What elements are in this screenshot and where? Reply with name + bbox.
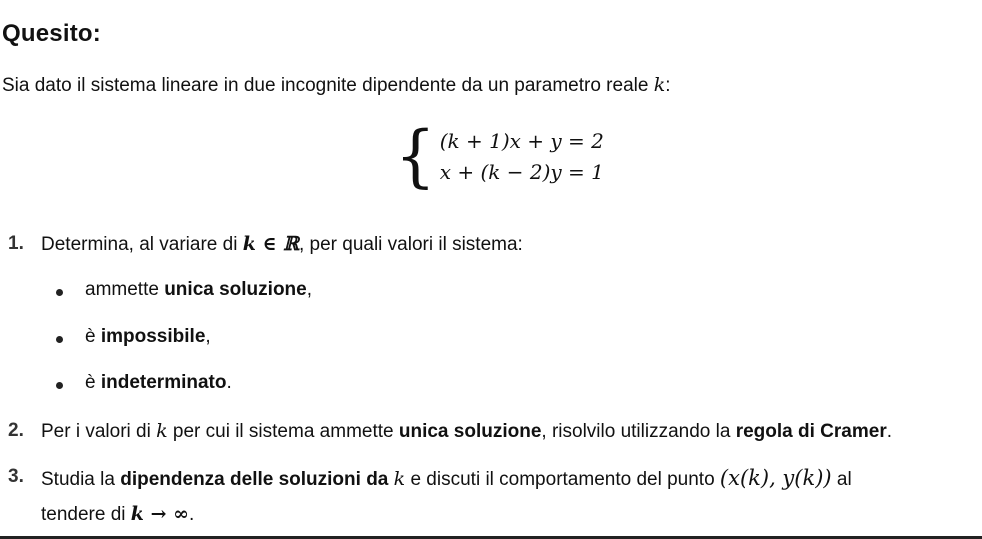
item-1-math: k ∈ ℝ xyxy=(242,233,299,255)
item-2-math: k xyxy=(156,420,168,442)
item-1-number: 1. xyxy=(8,233,24,254)
item-1-text xyxy=(41,233,523,256)
item-3-mid: e discuti il comportamento del punto xyxy=(405,469,720,490)
item-3-line2 xyxy=(41,503,194,526)
sub-item-1 xyxy=(85,279,312,301)
sub-item-1-post: , xyxy=(306,279,313,300)
bullet-icon xyxy=(56,289,63,296)
item-2-post: . xyxy=(886,421,892,442)
sub-item-2-post: , xyxy=(205,326,211,347)
sub-item-3-post: . xyxy=(226,372,232,393)
equation-2: x + (k − 2)y = 1 xyxy=(439,160,604,184)
item-3-post: al xyxy=(831,469,852,490)
intro-paragraph xyxy=(2,74,671,97)
equation-system xyxy=(395,118,604,196)
heading-title: Quesito: xyxy=(2,20,101,47)
item-3-number: 3. xyxy=(8,466,24,487)
sub-item-3 xyxy=(85,372,232,394)
item-1-pre: Determina, al variare di xyxy=(41,234,243,255)
sub-item-1-bold: unica soluzione xyxy=(164,279,307,300)
item-3-text xyxy=(41,466,852,491)
item-2-text xyxy=(41,420,892,443)
item-3-line2-math: k → ∞ xyxy=(130,503,189,525)
item-3-math2: (x(k), y(k)) xyxy=(719,466,832,490)
sub-item-3-pre: è xyxy=(85,372,101,393)
item-3-math: k xyxy=(393,468,406,490)
system-brace: { xyxy=(395,118,436,196)
bullet-icon xyxy=(56,336,63,343)
item-2-bold2: regola di Cramer xyxy=(735,421,887,442)
intro-text: Sia dato il sistema lineare in due incognite dipendente da un parametro reale xyxy=(2,75,654,96)
item-2-pre: Per i valori di xyxy=(41,421,157,442)
item-3-line2-pre: tendere di xyxy=(41,504,131,525)
item-3-pre: Studia la xyxy=(41,469,121,490)
item-2-number: 2. xyxy=(8,420,24,441)
sub-item-3-bold: indeterminato xyxy=(100,372,227,393)
item-2-mid2: , risolvilo utilizzando la xyxy=(541,421,736,442)
item-2-mid: per cui il sistema ammette xyxy=(167,421,399,442)
item-2-bold1: unica soluzione xyxy=(398,421,542,442)
intro-param: k xyxy=(653,74,666,96)
sub-item-1-pre: ammette xyxy=(85,279,165,300)
intro-tail: : xyxy=(665,75,671,96)
sub-item-2-bold: impossibile xyxy=(100,326,206,347)
item-3-line2-post: . xyxy=(188,504,195,525)
equation-1: (k + 1)x + y = 2 xyxy=(439,129,604,153)
bullet-icon xyxy=(56,382,63,389)
sub-item-2 xyxy=(85,326,211,348)
item-1-post: , per quali valori il sistema: xyxy=(298,234,523,255)
item-3-bold: dipendenza delle soluzioni da xyxy=(120,469,389,490)
sub-item-2-pre: è xyxy=(85,326,101,347)
